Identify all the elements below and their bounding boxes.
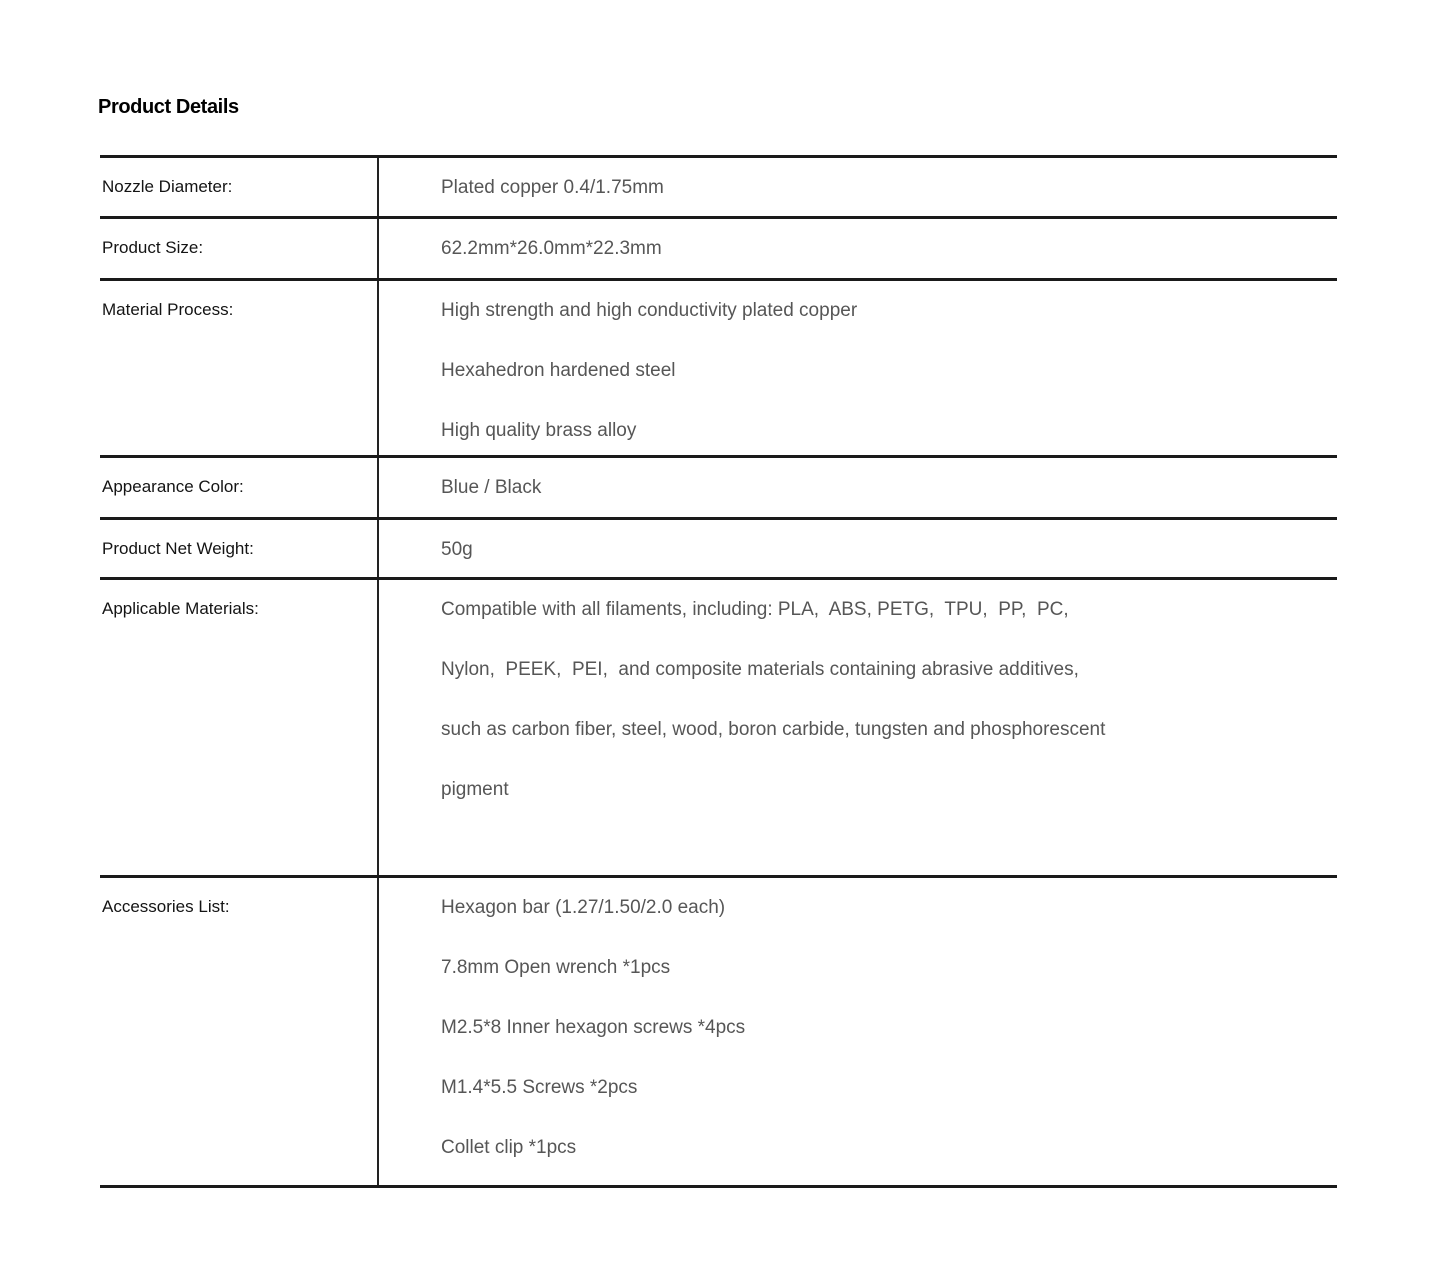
table-row [100,158,1337,219]
row-value-line: 7.8mm Open wrench *1pcs [441,957,671,978]
row-label-cell [100,580,379,875]
row-label-cell [100,458,379,517]
row-value-line: Hexagon bar (1.27/1.50/2.0 each) [441,897,726,918]
row-value-line: such as carbon fiber, steel, wood, boron carbide, tungsten and phosphorescent [441,719,1106,740]
row-label: Product Size: [102,238,204,257]
row-value-line: pigment [441,779,509,800]
row-label: Accessories List: [102,897,230,916]
row-value-line: Plated copper 0.4/1.75mm [441,177,664,198]
row-value-cell [379,158,1337,216]
row-label-cell [100,219,379,278]
row-value-cell [379,281,1337,455]
row-value-line: Hexahedron hardened steel [441,360,676,381]
row-label: Applicable Materials: [102,599,259,618]
row-value-line: Collet clip *1pcs [441,1137,577,1158]
table-row [100,520,1337,580]
row-value-line: Blue / Black [441,477,542,498]
row-value-line: 50g [441,539,473,560]
row-value-line: High quality brass alloy [441,420,637,441]
row-label-cell [100,281,379,455]
row-value-cell [379,219,1337,278]
row-value-cell [379,520,1337,577]
table-row [100,878,1337,1185]
row-value-line: High strength and high conductivity plated copper [441,300,858,321]
product-details-table [100,155,1337,1188]
row-label: Product Net Weight: [102,539,254,558]
row-label: Appearance Color: [102,477,244,496]
table-row [100,580,1337,878]
row-value-cell [379,458,1337,517]
table-row [100,458,1337,520]
row-value-line: M1.4*5.5 Screws *2pcs [441,1077,638,1098]
row-label: Material Process: [102,300,234,319]
row-value-cell [379,580,1337,875]
row-label-cell [100,520,379,577]
row-label-cell [100,878,379,1185]
page-title: Product Details [98,96,239,118]
row-value-line: Compatible with all filaments, including: PLA, ABS, PETG, TPU, PP, PC, [441,599,1069,620]
row-label: Nozzle Diameter: [102,177,233,196]
table-row [100,219,1337,281]
row-value-line: 62.2mm*26.0mm*22.3mm [441,238,662,259]
row-value-line: Nylon, PEEK, PEI, and composite materials containing abrasive additives, [441,659,1079,680]
table-row [100,281,1337,458]
row-value-cell [379,878,1337,1185]
row-label-cell [100,158,379,216]
row-value-line: M2.5*8 Inner hexagon screws *4pcs [441,1017,746,1038]
